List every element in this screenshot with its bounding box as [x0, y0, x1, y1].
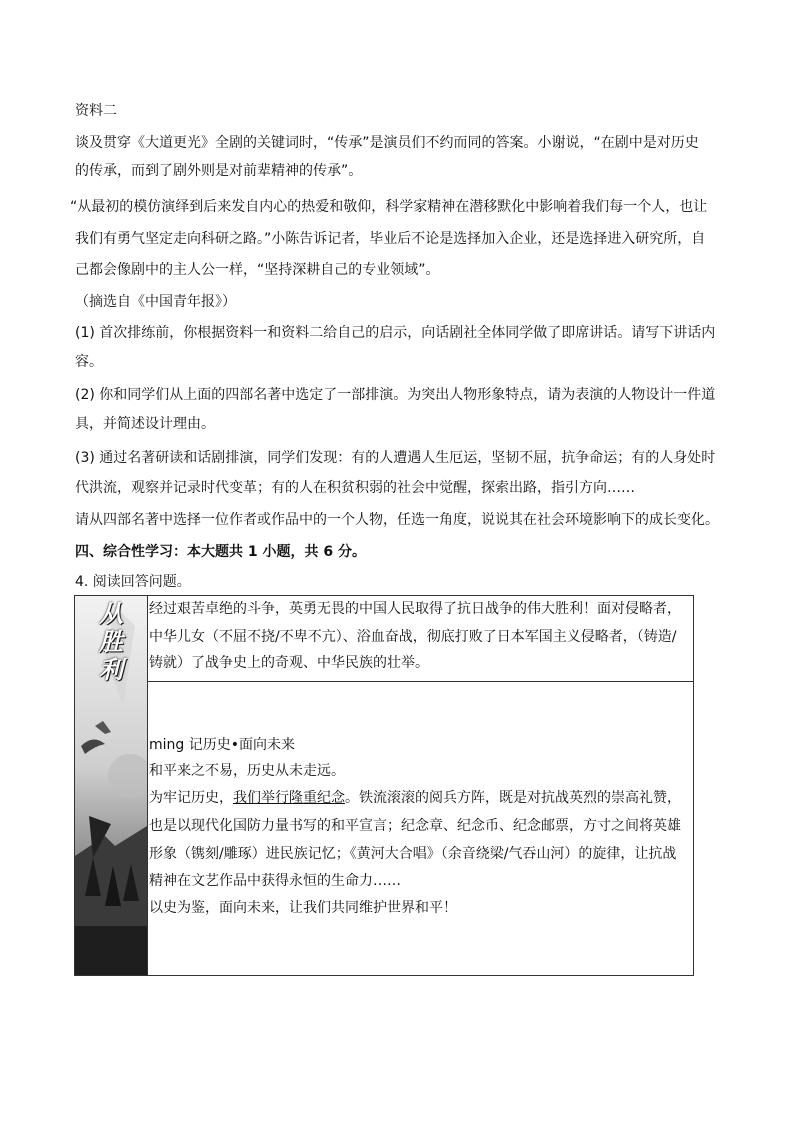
paragraph-1-line-2: 的传承，而到了剧外则是对前辈精神的传承”。 [75, 163, 363, 179]
table-bottom-line-5: 形象（镌刻/雕琢）进民族记忆；《黄河大合唱》（余音绕梁/气吞山河）的旋律，让抗战 [149, 846, 677, 862]
commemoration-poster-image [75, 596, 148, 975]
line-3-prefix: 为牢记历史， [149, 790, 233, 806]
line-3-suffix: 。铁流滚滚的阅兵方阵，既是对抗战英烈的崇高礼赞， [345, 790, 681, 806]
table-top-line-3: 铸就）了战争史上的奇观、中华民族的壮举。 [149, 655, 429, 671]
table-bottom-line-4: 也是以现代化国防力量书写的和平宣言；纪念章、纪念币、纪念邮票，方寸之间将英雄 [149, 818, 681, 834]
poster-char-2: 胜 [99, 627, 123, 656]
table-bottom-line-3 [149, 788, 689, 808]
part-four-heading: 四、综合性学习：本大题共 1 小题，共 6 分。 [75, 544, 366, 560]
question-3-line-3: 请从四部名著中选择一位作者或作品中的一个人物，任选一角度，说说其在社会环境影响下的成长变化。 [75, 512, 719, 528]
question-1-line-2: 容。 [75, 354, 103, 370]
question-2-line-2: 具，并简述设计理由。 [75, 416, 215, 432]
question-2-line-1: (2) 你和同学们从上面的四部名著中选定了一部排演。为突出人物形象特点，请为表演的人物设计一件道 [75, 387, 716, 403]
source-citation: （摘选自《中国青年报》） [75, 294, 236, 310]
underlined-phrase: 我们举行隆重纪念 [233, 790, 345, 806]
table-bottom-line-1: ming 记历史•面向未来 [149, 737, 295, 753]
table-top-line-1: 经过艰苦卓绝的斗争，英勇无畏的中国人民取得了抗日战争的伟大胜利！面对侵略者， [149, 601, 681, 617]
table-bottom-line-2: 和平来之不易，历史从未走远。 [149, 763, 345, 779]
table-bottom-line-7: 以史为鉴，面向未来，让我们共同维护世界和平！ [149, 900, 457, 916]
question-3-line-2: 代洪流，观察并记录时代变革；有的人在积贫积弱的社会中觉醒，探索出路，指引方向…… [75, 480, 635, 496]
question-3-line-1: (3) 通过名著研读和话剧排演，同学们发现：有的人遭遇人生厄运，坚韧不屈，抗争命运；有的人身处时 [75, 450, 716, 466]
table-row-divider [147, 681, 693, 682]
question-1-line-1: (1) 首次排练前，你根据资料一和资料二给自己的启示，向话剧社全体同学做了即席讲话。请写下讲话内 [75, 325, 716, 341]
reading-table [74, 595, 694, 976]
paragraph-1-line-1: 谈及贯穿《大道更光》全剧的关键词时，“传承”是演员们不约而同的答案。小谢说，“在剧中是对历史 [75, 135, 699, 151]
question-4-title: 4. 阅读回答问题。 [75, 574, 191, 590]
table-bottom-line-6: 精神在文艺作品中获得永恒的生命力…… [149, 873, 401, 889]
poster-char-3: 利 [99, 655, 123, 684]
paragraph-2-line-3: 己都会像剧中的主人公一样，“坚持深耕自己的专业领域”。 [75, 262, 440, 278]
paragraph-2-line-1: “从最初的模仿演绎到后来发自内心的热爱和敬仰，科学家精神在潜移默化中影响着我们每一个人，也让 [70, 199, 708, 215]
section-title: 资料二 [75, 103, 117, 119]
poster-char-1: 从 [99, 599, 123, 628]
paragraph-2-line-2: 我们有勇气坚定走向科研之路。”小陈告诉记者，毕业后不论是选择加入企业，还是选择进入研究所，自 [75, 231, 706, 247]
table-top-line-2: 中华儿女（不屈不挠/不卑不亢）、浴血奋战，彻底打败了日本军国主义侵略者，（铸造/ [149, 629, 677, 645]
